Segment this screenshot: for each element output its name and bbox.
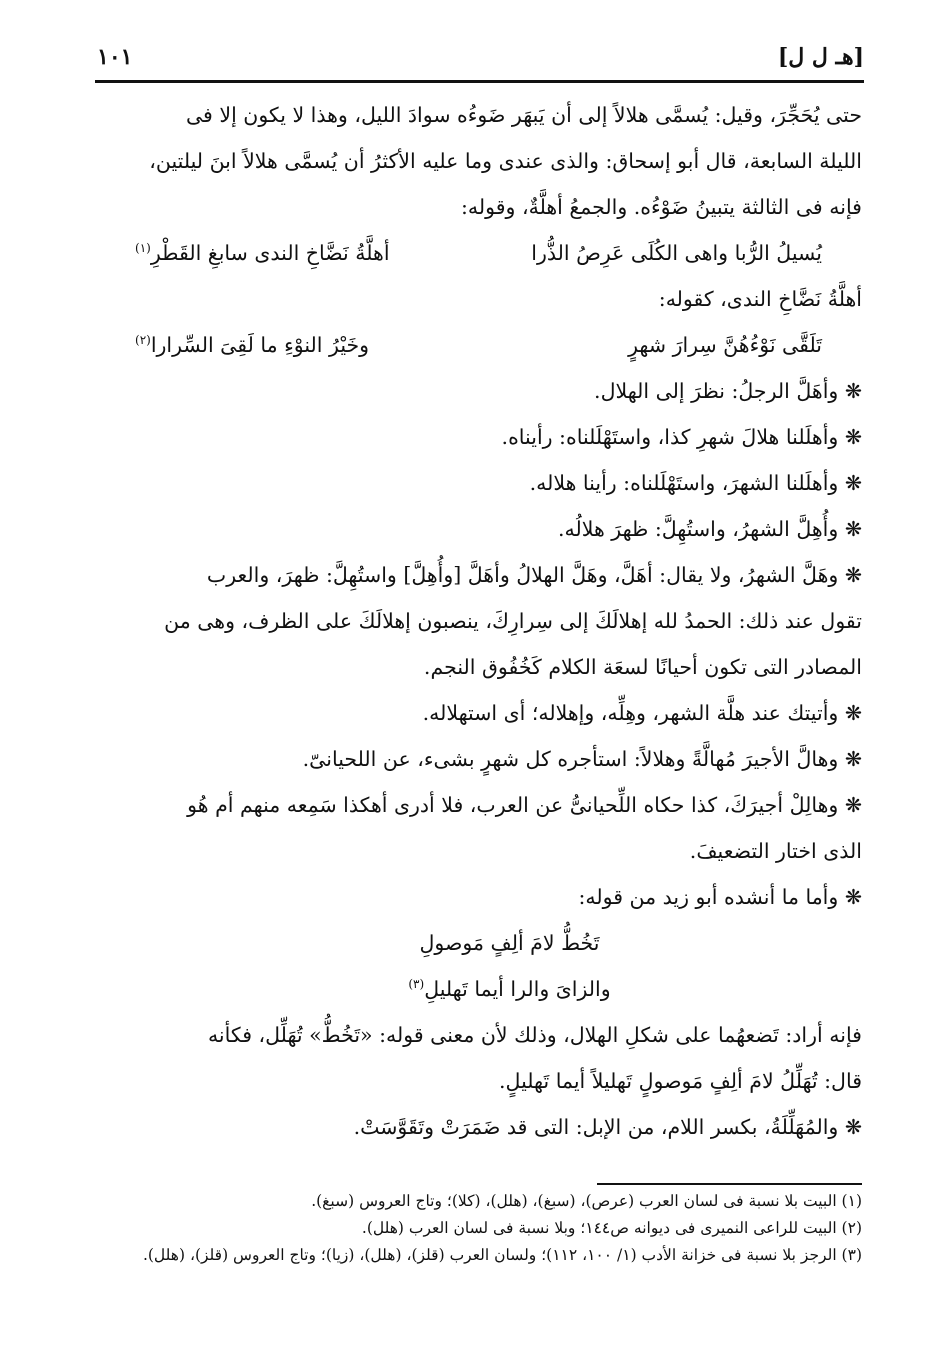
- rajaz-line-2: والزاىَ والرا أيما تَهليلِ$^{(٣)}$: [408, 977, 611, 1001]
- text-line: قال: تُهَلِّلُ لامَ ألِفٍ مَوصولٍ تَهليلاً أيما تَهليلٍ.: [499, 1069, 862, 1093]
- footnote-rule: [597, 1183, 862, 1185]
- text-line: أهلَّةُ نَضَّاخِ الندى، كقوله:: [658, 287, 862, 311]
- entry-ahlalna-shahr: ❋ وأهلَلنا الشهرَ، واستَهْلَلناه: رأينا هلاله.: [97, 460, 862, 506]
- rajaz-line-1: تَخُطُّ لامَ ألِفٍ مَوصولِ: [419, 931, 600, 955]
- entry-muhallila: ❋ والمُهَلِّلَةُ، بكسر اللام، من الإبل: التى قد ضَمَرَتْ وتَقَوَّسَتْ.: [97, 1104, 862, 1150]
- main-text: [97, 92, 862, 1150]
- entry-halil-line: ❋ وهالِلْ أجيرَكَ، كذا حكاه اللِّحيانىُّ عن العرب، فلا أدرى أهكذا سَمِعه منهم أم هُو: [97, 782, 862, 828]
- footnote-3: (٣) الرجز بلا نسبة فى خزانة الأدب (١/ ١٠٠، ١١٢)؛ ولسان العرب (قلز)، (هلل)، (زيا)؛ وتاج العروس (قلز)، (هلل).: [142, 1246, 862, 1264]
- root-label: [هـ ل ل]: [777, 44, 864, 70]
- footnote-2: (٢) البيت للراعى النميرى فى ديوانه ص١٤٤؛ وبلا نسبة فى لسان العرب (هلل).: [361, 1219, 862, 1237]
- verse-1-hemistich-left: أهلَّةُ نَضَّاخِ الندى سابغِ القَطْرِ$^{(١)}$: [135, 241, 390, 265]
- entry-ahlalna-hilal: ❋ وأهلَلنا هلالَ شهرِ كذا، واستَهْلَلناه: رأيناه.: [97, 414, 862, 460]
- text-line: حتى يُحَجِّرَ، وقيل: يُسمَّى هلالاً إلى أن يَبهَر ضَوءُه سوادَ الليل، وهذا لا يكون إلا فى: [185, 103, 862, 127]
- entry-hala: ❋ وهالَّ الأجيرَ مُهالَّةً وهلالاً: استأجره كل شهرٍ بشىء، عن اللحيانىّ.: [97, 736, 862, 782]
- text-line: الذى اختار التضعيفَ.: [689, 839, 862, 863]
- entry-uhilla: ❋ وأُهِلَّ الشهرُ، واستُهِلَّ: ظهرَ هلالُه.: [97, 506, 862, 552]
- verse-2: [97, 322, 862, 368]
- text-line: المصادر التى تكون أحيانًا لسعَة الكلام كَخُفُوق النجم.: [423, 655, 862, 679]
- text-line: فإنه أراد: تَضعهُما على شكلِ الهلال، وذلك لأن معنى قوله: «تَخُطُّ» تُهَلِّل، فكأنه: [207, 1023, 862, 1047]
- text-line: تقول عند ذلك: الحمدُ لله إهلالَكَ إلى سِرارِكَ، ينصبون إهلالَكَ على الظرف، وهى من: [164, 609, 862, 633]
- entry-ahalla: ❋ وأهَلَّ الرجلُ: نظرَ إلى الهلال.: [97, 368, 862, 414]
- footnote-ref-3: (٣): [408, 977, 425, 992]
- verse-2-hemistich-left: وخَيْرُ النوْءِ ما لَقِىَ السِّرارا$^{(٢)}$: [135, 333, 370, 357]
- verse-1-hemistich-right: يُسيلُ الرُّبا واهى الكُلَى عَرِصُ الذُّرا: [531, 241, 822, 265]
- text-line: فإنه فى الثالثة يتبينُ ضَوْءُه. والجمعُ أهلَّةٌ، وقوله:: [461, 195, 862, 219]
- header-rule: [95, 80, 864, 83]
- footnotes: [97, 1188, 862, 1269]
- verse-1: [97, 230, 862, 276]
- page-number: ١٠١: [97, 44, 133, 70]
- entry-abu-zayd: ❋ وأما ما أنشده أبو زيد من قوله:: [97, 874, 862, 920]
- page-header: [97, 36, 864, 78]
- entry-ataytuka: ❋ وأتيتك عند هلَّة الشهر، وهِلِّه، وإهلاله؛ أى استهلاله.: [97, 690, 862, 736]
- text-line: الليلة السابعة، قال أبو إسحاق: والذى عندى وما عليه الأكثرُ أن يُسمَّى هلالاً ابنَ ليلتين،: [149, 149, 862, 173]
- footnote-ref-2: (٢): [135, 333, 151, 348]
- footnote-ref-1: (١): [135, 241, 151, 256]
- verse-2-hemistich-right: تَلَقَّى نَوْءُهُنَّ سِرارَ شهرٍ: [628, 333, 822, 357]
- entry-halla-line: ❋ وهَلَّ الشهرُ، ولا يقال: أهَلَّ، وهَلَّ الهلالُ وأهَلَّ [وأُهِلَّ] واستُهِلَّ: ظهرَ، والعرب: [97, 552, 862, 598]
- footnote-1: (١) البيت بلا نسبة فى لسان العرب (عرص)، (سبغ)، (هلل)، (كلا)؛ وتاج العروس (سبغ).: [311, 1192, 862, 1210]
